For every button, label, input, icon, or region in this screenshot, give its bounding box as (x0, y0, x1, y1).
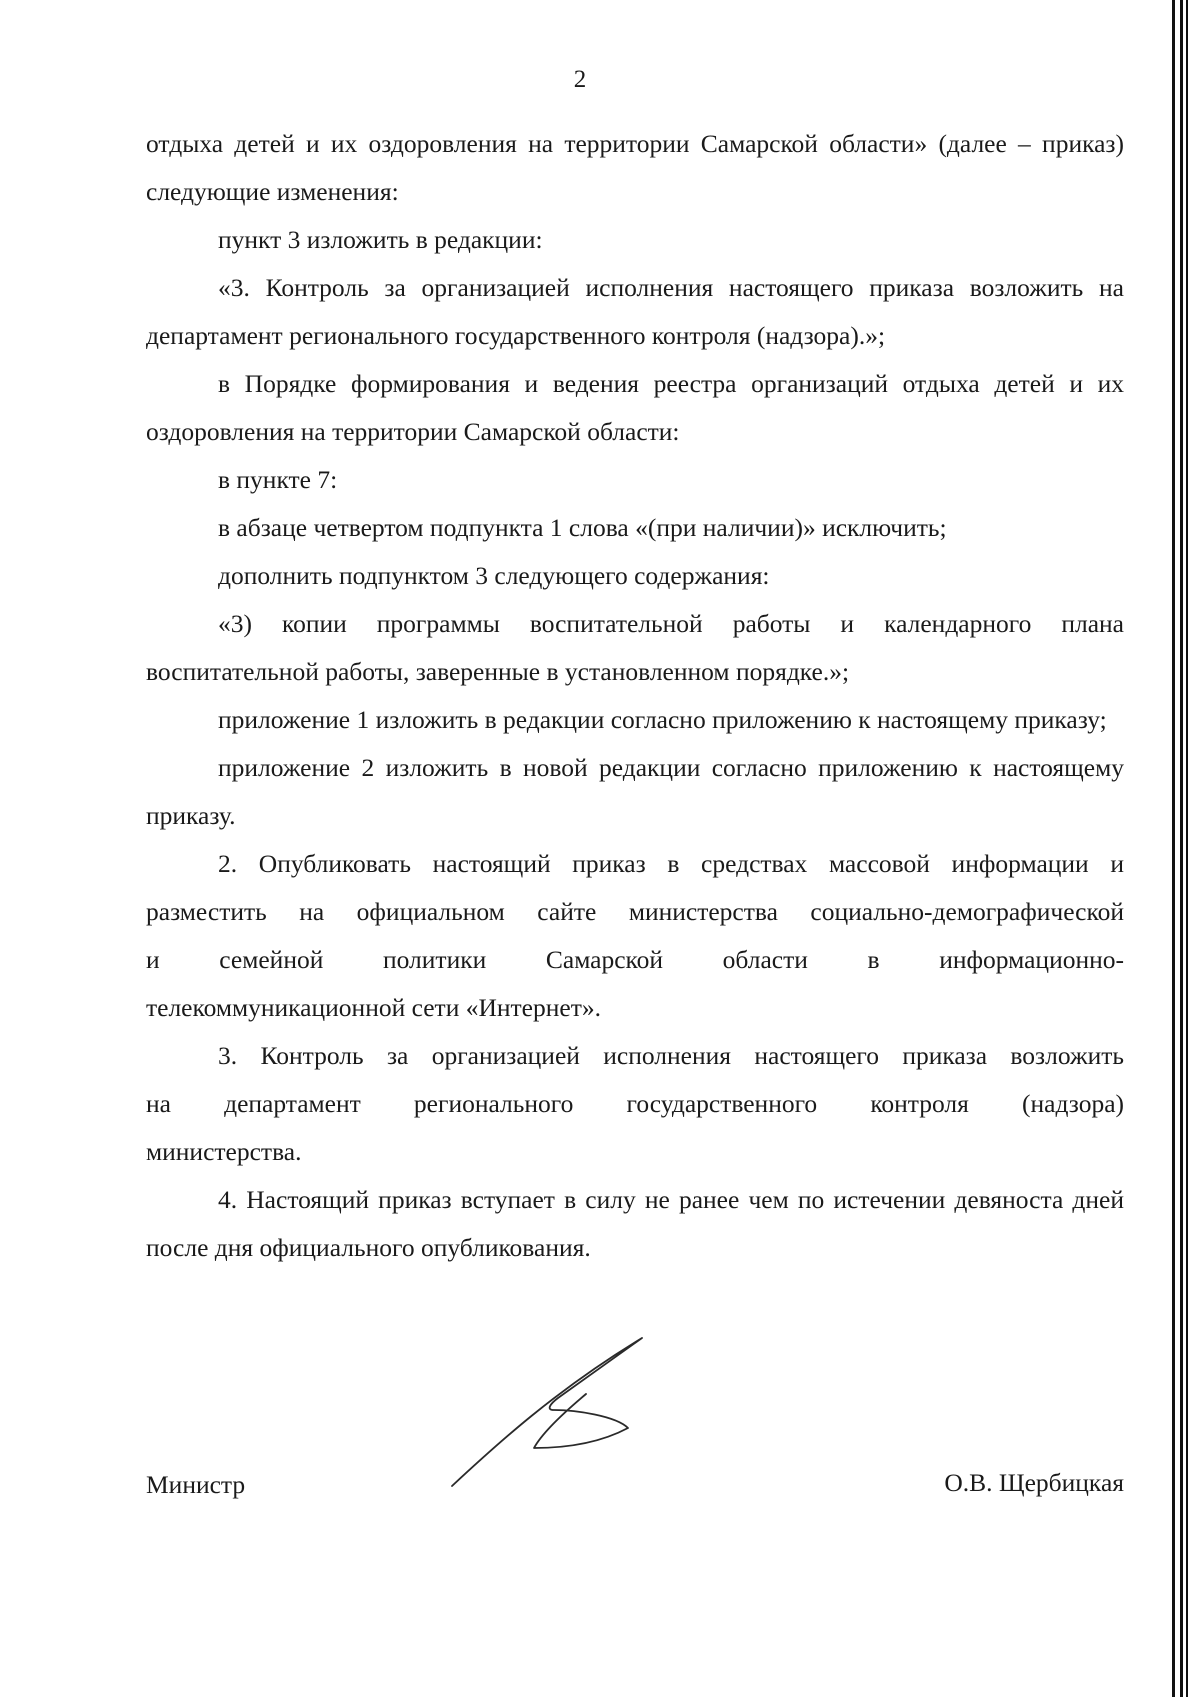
signer-position: Министр (146, 1470, 246, 1499)
scan-edge-lines (1172, 0, 1192, 1697)
paragraph: министерства. (146, 1137, 302, 1166)
paragraph: дополнить подпунктом 3 следующего содержания: (218, 561, 770, 590)
paragraph: 2. Опубликовать настоящий приказ в средствах массовой информации и разместить на официальном сайте министерства социально-демографической (146, 849, 1124, 926)
page-number: 2 (573, 66, 587, 93)
paragraph: пункт 3 изложить в редакции: (218, 225, 543, 254)
paragraph: «3) копии программы воспитательной работы и календарного плана воспитательной работы, заверенные в установленном порядке.»; (146, 609, 1124, 686)
paragraph: телекоммуникационной сети «Интернет». (146, 993, 601, 1022)
paragraph: отдыха детей и их оздоровления на территории Самарской области» (далее – приказ) следующие изменения: (146, 129, 1124, 206)
paragraph: и семейной политики Самарской области в информационно- (146, 945, 1124, 974)
paragraph: приложение 1 изложить в редакции согласно приложению к настоящему приказу; (218, 705, 1107, 734)
signer-name: О.В. Щербицкая (944, 1468, 1124, 1497)
paragraph: «3. Контроль за организацией исполнения настоящего приказа возложить на департамент регионального государственного контроля (надзора).»; (146, 273, 1124, 350)
paragraph: на департамент регионального государственного контроля (надзора) (146, 1089, 1124, 1118)
signature-block (146, 1330, 1124, 1499)
handwritten-signature (446, 1330, 666, 1490)
paragraph: приложение 2 изложить в новой редакции согласно приложению к настоящему приказу. (146, 753, 1124, 830)
paragraph: в Порядке формирования и ведения реестра организаций отдыха детей и их оздоровления на территории Самарской области: (146, 369, 1124, 446)
paragraph: в абзаце четвертом подпункта 1 слова «(при наличии)» исключить; (218, 513, 947, 542)
paragraph: 3. Контроль за организацией исполнения настоящего приказа возложить (218, 1041, 1124, 1070)
paragraph: 4. Настоящий приказ вступает в силу не ранее чем по истечении девяноста дней после дня официального опубликования. (146, 1185, 1124, 1262)
document-body (146, 120, 1124, 1272)
paragraph: в пункте 7: (218, 465, 338, 494)
